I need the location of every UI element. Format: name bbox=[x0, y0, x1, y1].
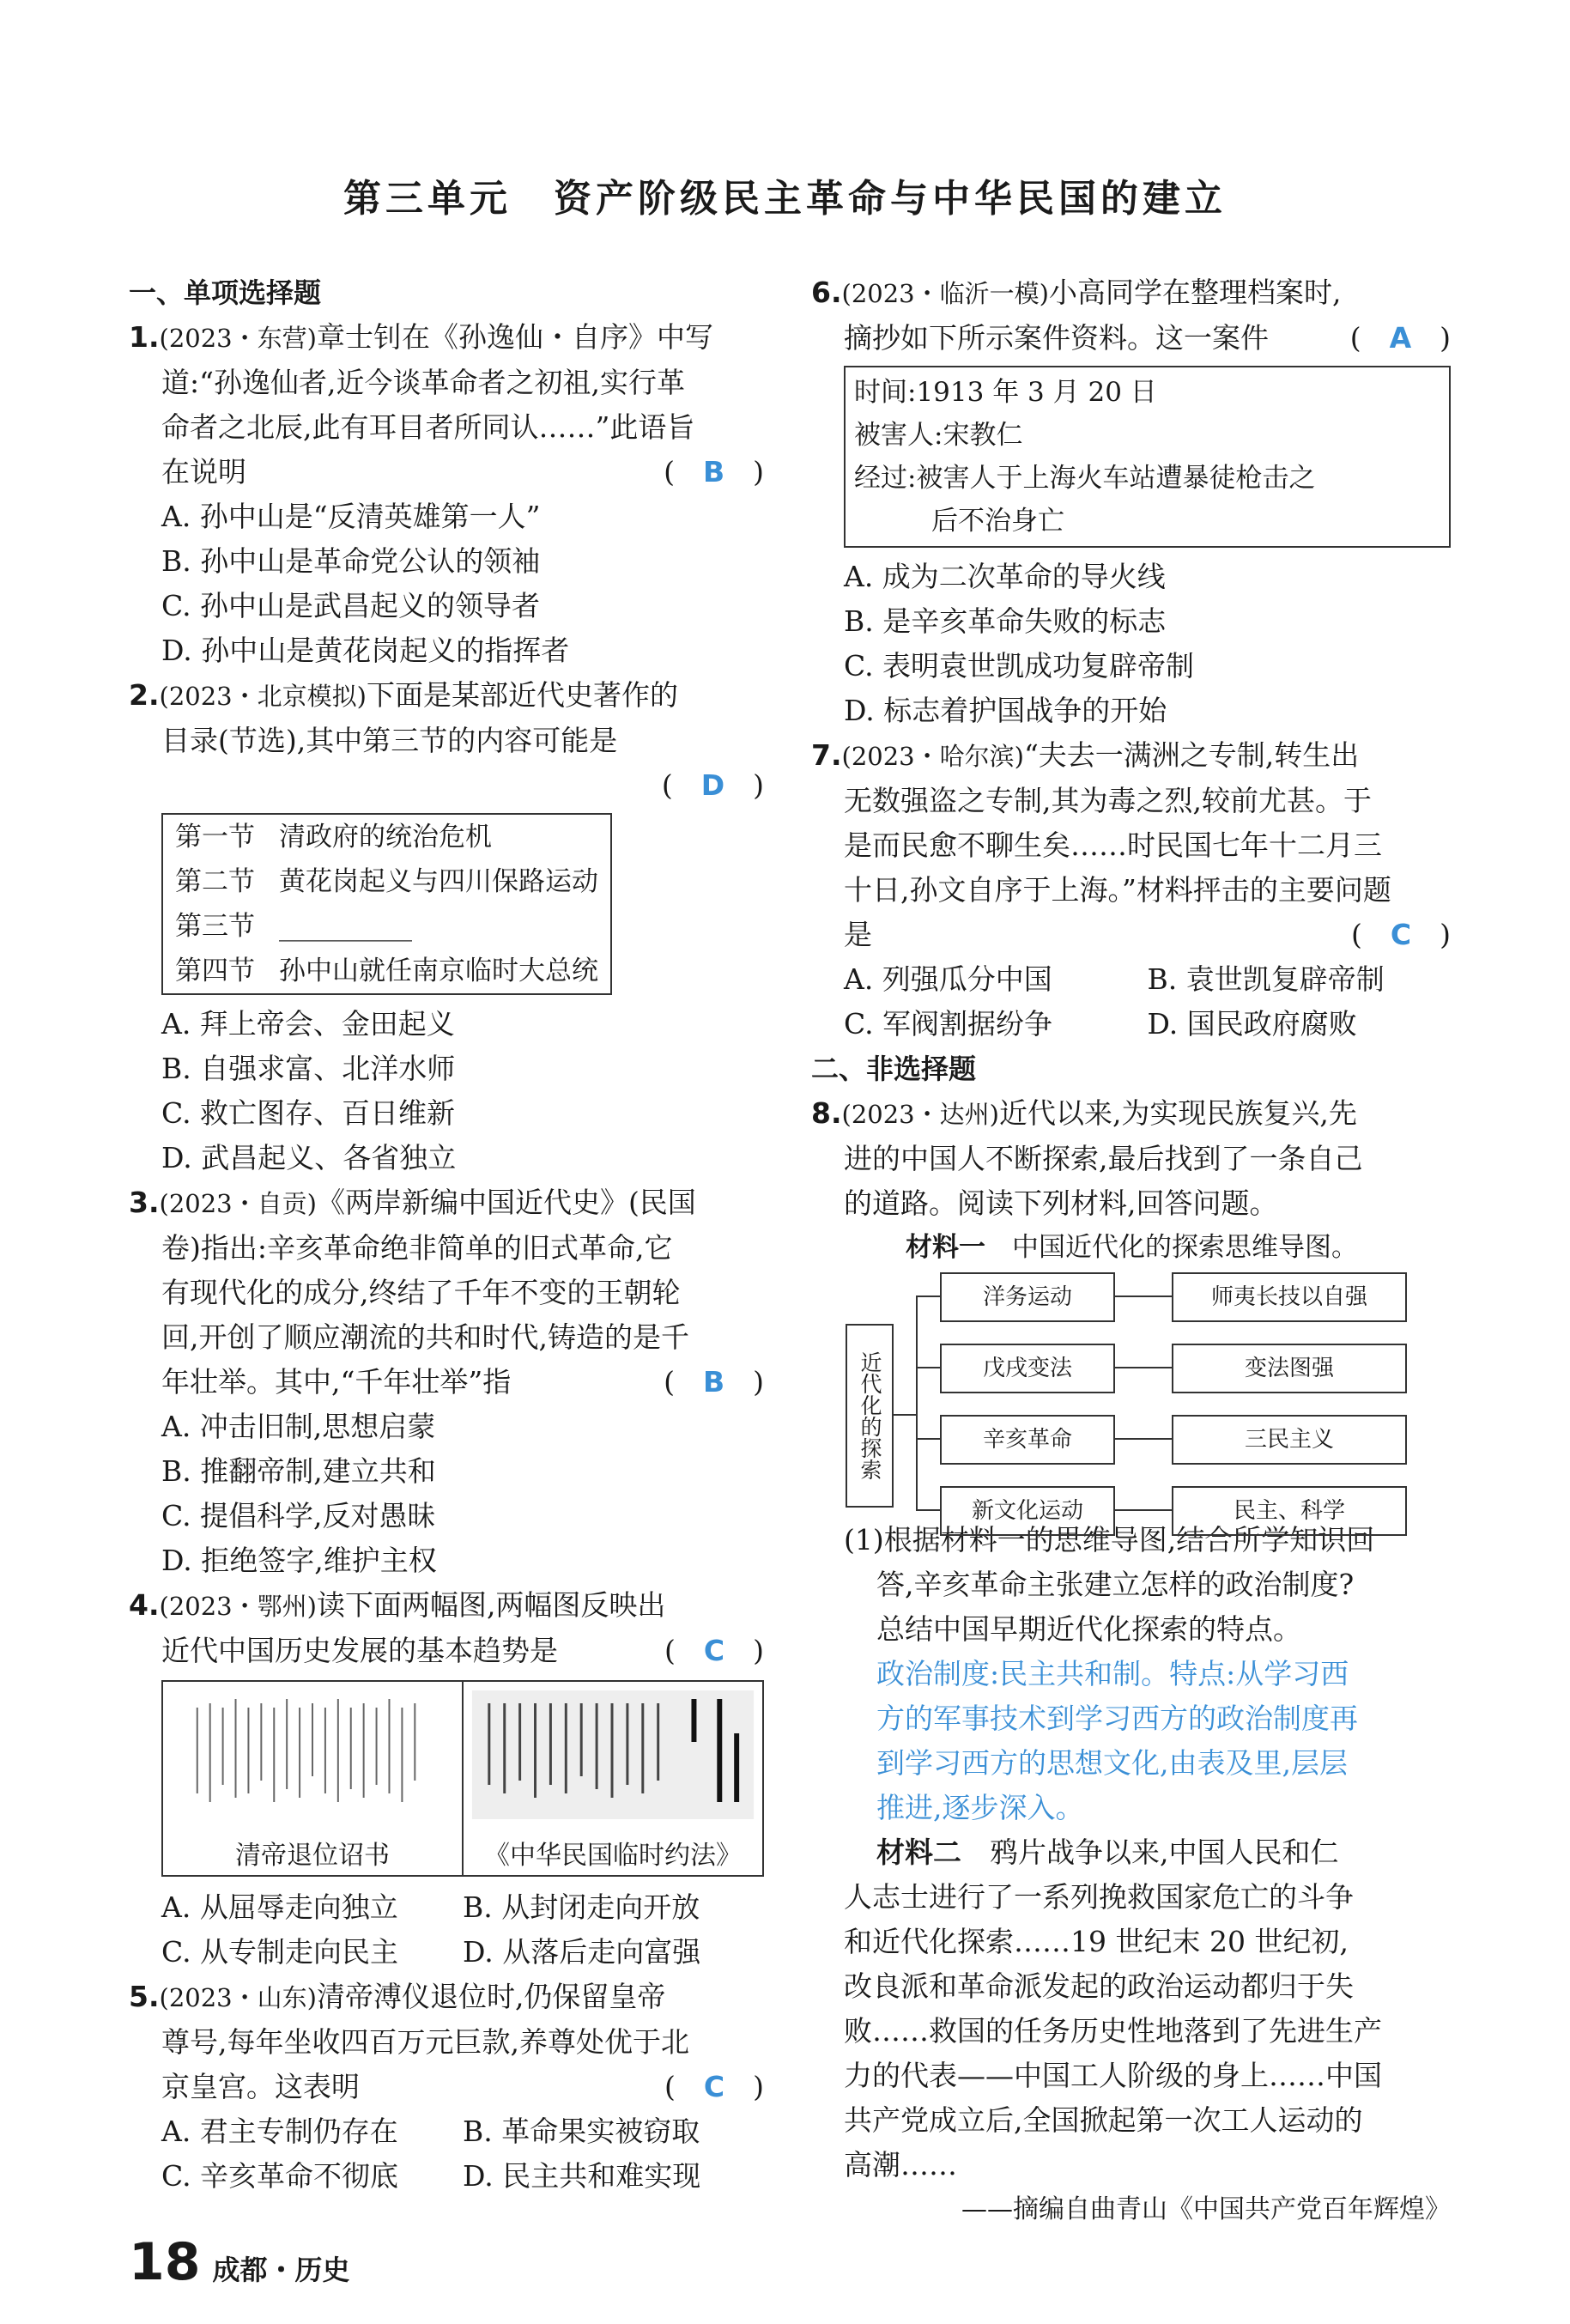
book-title: 成都・历史 bbox=[212, 2254, 350, 2286]
stem-line: 的道路。阅读下列材料,回答问题。 bbox=[844, 1186, 1278, 1220]
case-line: 后不治身亡 bbox=[931, 506, 1064, 537]
stem-line: 是 bbox=[844, 918, 872, 951]
question-number: 7. bbox=[811, 738, 842, 772]
option: B. 是辛亥革命失败的标志 bbox=[844, 604, 1167, 638]
material-line: 共产党成立后,全国掀起第一次工人运动的 bbox=[844, 2103, 1363, 2137]
option: A. 孙中山是“反清英雄第一人” bbox=[161, 500, 541, 533]
page-title: 第三单元 资产阶级民主革命与中华民国的建立 bbox=[343, 177, 1227, 221]
question-source: (2023・哈尔滨) bbox=[841, 742, 1024, 771]
mind-map-node: 新文化运动 bbox=[940, 1486, 1115, 1536]
stem-line: 京皇宫。这表明 bbox=[161, 2070, 360, 2103]
mind-map bbox=[846, 1272, 1451, 1524]
document-scan-icon bbox=[163, 1682, 462, 1828]
option: A. 君主专制仍存在 bbox=[161, 2115, 398, 2148]
option: C. 从专制走向民主 bbox=[161, 1935, 399, 1969]
page-footer bbox=[129, 2232, 350, 2292]
answer-mark: B bbox=[702, 455, 725, 488]
case-line: 经过:被害人于上海火车站遭暴徒枪击之 bbox=[854, 463, 1316, 494]
stem-line: 下面是某部近代史著作的 bbox=[366, 678, 678, 712]
stem-line: 卷)指出:辛亥革命绝非简单的旧式革命,它 bbox=[161, 1231, 673, 1265]
table-cell: 孙中山就任南京临时大总统 bbox=[279, 956, 598, 986]
question-number: 6. bbox=[811, 276, 842, 309]
material-line: 改良派和革命派发起的政治运动都归于失 bbox=[844, 1969, 1354, 2003]
question-source: (2023・临沂一模) bbox=[841, 279, 1049, 308]
option: A. 成为二次革命的导火线 bbox=[844, 560, 1166, 593]
sub-question-line: (1)根据材料一的思维导图,结合所学知识回 bbox=[844, 1523, 1375, 1556]
mind-map-node: 三民主义 bbox=[1172, 1415, 1407, 1465]
table-cell: 黄花岗起义与四川保路运动 bbox=[279, 866, 598, 897]
stem-line: 道:“孙逸仙者,近今谈革命者之初祖,实行革 bbox=[161, 366, 685, 399]
image-caption: 清帝退位诏书 bbox=[235, 1841, 390, 1871]
stem-line: 读下面两幅图,两幅图反映出 bbox=[316, 1588, 666, 1622]
answer-mark: C bbox=[703, 2070, 725, 2103]
material-label: 材料一 bbox=[906, 1232, 985, 1263]
mind-map-root: 近代化的探索 bbox=[846, 1324, 894, 1508]
stem-line: 尊号,每年坐收四百万元巨款,养尊处优于北 bbox=[161, 2025, 689, 2059]
option: A. 列强瓜分中国 bbox=[844, 962, 1052, 996]
material-text: 中国近代化的探索思维导图。 bbox=[1012, 1232, 1358, 1263]
question-number: 4. bbox=[129, 1588, 160, 1622]
left-column bbox=[129, 270, 764, 2199]
stem-line: 清帝溥仪退位时,仍保留皇帝 bbox=[316, 1980, 666, 2013]
option: C. 辛亥革命不彻底 bbox=[161, 2159, 399, 2193]
document-scan-icon bbox=[464, 1682, 762, 1828]
stem-line: 十日,孙文自序于上海。”材料抨击的主要问题 bbox=[844, 873, 1391, 907]
material-line: 人志士进行了一系列挽救国家危亡的斗争 bbox=[844, 1880, 1354, 1914]
option: C. 军阀割据纷争 bbox=[844, 1007, 1053, 1041]
case-record-box bbox=[844, 366, 1451, 548]
stem-line: 《两岸新编中国近代史》(民国 bbox=[316, 1186, 696, 1219]
stem-line: 进的中国人不断探索,最后找到了一条自己 bbox=[844, 1142, 1363, 1175]
option: B. 革命果实被窃取 bbox=[463, 2115, 700, 2148]
stem-line: 回,开创了顺应潮流的共和时代,铸造的是千 bbox=[161, 1320, 689, 1354]
material-line: 力的代表——中国工人阶级的身上……中国 bbox=[844, 2059, 1382, 2092]
question-8 bbox=[811, 1091, 1451, 2232]
question-5: 5.(2023・山东)清帝溥仪退位时,仍保留皇帝 尊号,每年坐收四百万元巨款,养尊处优于北 京皇宫。这表明 ( C ) A. 君主专制仍存在 B. 革命果实被窃取 C. 辛亥革命不彻底 D. 民主共和难实现 bbox=[129, 1975, 764, 2199]
option: D. 拒绝签字,维护主权 bbox=[161, 1544, 437, 1577]
stem-line: 有现代化的成分,终结了千年不变的王朝轮 bbox=[161, 1276, 681, 1309]
stem-line: 近代以来,为实现民族复兴,先 bbox=[998, 1096, 1357, 1130]
mind-map-node: 洋务运动 bbox=[940, 1272, 1115, 1322]
question-number: 1. bbox=[129, 320, 160, 354]
case-line: 时间:1913 年 3 月 20 日 bbox=[854, 377, 1157, 408]
stem-line: 年壮举。其中,“千年壮举”指 bbox=[161, 1365, 512, 1399]
option: A. 从屈辱走向独立 bbox=[161, 1890, 398, 1924]
question-number: 2. bbox=[129, 678, 160, 712]
table-row bbox=[162, 859, 611, 904]
question-4: 4.(2023・鄂州)读下面两幅图,两幅图反映出 近代中国历史发展的基本趋势是 ( C ) 清帝退位诏书 《中华民国临时约法》 A. 从屈辱走向独立 B. 从封闭走向开放 C. 从专制走向民主 D. 从落后走向富强 bbox=[129, 1583, 764, 1975]
image-caption: 《中华民国临时约法》 bbox=[484, 1841, 742, 1871]
stem-line: 章士钊在《孙逸仙・自序》中写 bbox=[316, 320, 713, 354]
material-label: 材料二 bbox=[876, 1836, 961, 1869]
table-cell: 第三节 bbox=[175, 911, 255, 942]
answer-mark: A bbox=[1389, 321, 1412, 355]
material-line: 鸦片战争以来,中国人民和仁 bbox=[990, 1836, 1339, 1869]
table-row bbox=[162, 814, 611, 859]
material-line: 败……救国的任务历史性地落到了先进生产 bbox=[844, 2014, 1382, 2048]
question-source: (2023・达州) bbox=[841, 1100, 999, 1129]
answer-mark: C bbox=[1390, 918, 1412, 951]
sub-question-line: 答,辛亥革命主张建立怎样的政治制度? bbox=[876, 1568, 1355, 1601]
option: A. 拜上帝会、金田起义 bbox=[161, 1007, 455, 1041]
stem-line: 摘抄如下所示案件资料。这一案件 bbox=[844, 321, 1269, 355]
case-line: 被害人:宋教仁 bbox=[854, 420, 1023, 451]
option: C. 孙中山是武昌起义的领导者 bbox=[161, 589, 541, 622]
question-number: 8. bbox=[811, 1096, 842, 1130]
answer-mark: D bbox=[700, 768, 725, 802]
material-source: ——摘编自曲青山《中国共产党百年辉煌》 bbox=[961, 2194, 1451, 2224]
stem-line: 近代中国历史发展的基本趋势是 bbox=[161, 1634, 558, 1667]
stem-line: 小高同学在整理档案时, bbox=[1048, 276, 1342, 309]
question-source: (2023・自贡) bbox=[159, 1189, 317, 1218]
question-number: 5. bbox=[129, 1980, 160, 2013]
option: B. 从封闭走向开放 bbox=[463, 1890, 700, 1924]
question-source: (2023・鄂州) bbox=[159, 1592, 317, 1621]
sub-question-line: 总结中国早期近代化探索的特点。 bbox=[876, 1612, 1301, 1646]
question-source: (2023・山东) bbox=[159, 1983, 317, 2012]
mind-map-node: 辛亥革命 bbox=[940, 1415, 1115, 1465]
question-2: 2.(2023・北京模拟)下面是某部近代史著作的 目录(节选),其中第三节的内容可能是 ( D ) 第一节 清政府的统治危机 第二节 黄花岗起义与四川保路运动 第三节 __________ 第四节 孙中山就任南京临时大总统 A. 拜上帝会、金田起义 B. 自强求富、北洋水师 C. 救亡图存、百日维新 D. 武昌起义、各省独立 bbox=[129, 673, 764, 1180]
option: D. 武昌起义、各省独立 bbox=[161, 1141, 457, 1174]
table-cell: 清政府的统治危机 bbox=[279, 822, 492, 853]
mind-map-node: 民主、科学 bbox=[1172, 1486, 1407, 1536]
option: D. 孙中山是黄花岗起义的指挥者 bbox=[161, 634, 570, 667]
option: B. 推翻帝制,建立共和 bbox=[161, 1454, 436, 1488]
stem-line: 是而民愈不聊生矣……时民国七年十二月三 bbox=[844, 828, 1382, 862]
section-heading: 一、单项选择题 bbox=[129, 276, 322, 309]
option: A. 冲击旧制,思想启蒙 bbox=[161, 1410, 436, 1443]
question-source: (2023・东营) bbox=[159, 324, 317, 353]
question-6: 6.(2023・临沂一模)小高同学在整理档案时, 摘抄如下所示案件资料。这一案件 ( A ) 时间:1913 年 3 月 20 日 被害人:宋教仁 经过:被害人于上海火车站遭暴徒枪击之 后不治身亡 A. 成为二次革命的导火线 B. 是辛亥革命失败的标志 C. 表明袁世凯成功复辟帝制 D. 标志着护国战争的开始 bbox=[811, 270, 1451, 733]
stem-line: “夫去一满洲之专制,转生出 bbox=[1023, 738, 1360, 772]
table-cell: 第二节 bbox=[175, 866, 255, 897]
answer-line: 方的军事技术到学习西方的政治制度再 bbox=[876, 1702, 1358, 1735]
table-cell: 第四节 bbox=[175, 956, 255, 986]
option: B. 孙中山是革命党公认的领袖 bbox=[161, 544, 541, 578]
page-number: 18 bbox=[129, 2232, 201, 2292]
stem-line: 目录(节选),其中第三节的内容可能是 bbox=[161, 724, 618, 757]
provisional-constitution-image bbox=[462, 1682, 762, 1875]
option: D. 民主共和难实现 bbox=[463, 2159, 701, 2193]
option: B. 自强求富、北洋水师 bbox=[161, 1052, 456, 1085]
mind-map-node: 变法图强 bbox=[1172, 1344, 1407, 1393]
section-heading: 二、非选择题 bbox=[811, 1053, 977, 1085]
option: C. 提倡科学,反对愚昧 bbox=[161, 1499, 436, 1532]
contents-table bbox=[161, 813, 612, 995]
material-line: 和近代化探索……19 世纪末 20 世纪初, bbox=[844, 1925, 1349, 1958]
option: C. 救亡图存、百日维新 bbox=[161, 1096, 456, 1130]
stem-line: 无数强盗之专制,其为毒之烈,较前尤甚。于 bbox=[844, 784, 1372, 817]
answer-line: 到学习西方的思想文化,由表及里,层层 bbox=[876, 1746, 1348, 1780]
question-3: 3.(2023・自贡)《两岸新编中国近代史》(民国 卷)指出:辛亥革命绝非简单的旧式革命,它 有现代化的成分,终结了千年不变的王朝轮 回,开创了顺应潮流的共和时代,铸造的是千 年壮举。其中,“千年壮举”指 ( B ) A. 冲击旧制,思想启蒙 B. 推翻帝制,建立共和 C. 提倡科学,反对愚昧 D. 拒绝签字,维护主权 bbox=[129, 1180, 764, 1583]
answer-mark: C bbox=[703, 1634, 725, 1667]
table-cell: 第一节 bbox=[175, 822, 255, 853]
answer-mark: B bbox=[702, 1365, 725, 1399]
answer-line: 推进,逐步深入。 bbox=[876, 1791, 1084, 1824]
option: D. 国民政府腐败 bbox=[1147, 1007, 1357, 1041]
question-7: 7.(2023・哈尔滨)“夫去一满洲之专制,转生出 无数强盗之专制,其为毒之烈,较前尤甚。于 是而民愈不聊生矣……时民国七年十二月三 十日,孙文自序于上海。”材料抨击的主要问题 是 ( C ) A. 列强瓜分中国 B. 袁世凯复辟帝制 C. 军阀割据纷争 D. 国民政府腐败 bbox=[811, 733, 1451, 1047]
question-source: (2023・北京模拟) bbox=[159, 682, 367, 711]
abdication-edict-image bbox=[163, 1682, 462, 1875]
table-row bbox=[162, 949, 611, 994]
mind-map-node: 戊戌变法 bbox=[940, 1344, 1115, 1393]
question-number: 3. bbox=[129, 1186, 160, 1219]
option: D. 从落后走向富强 bbox=[463, 1935, 701, 1969]
option: D. 标志着护国战争的开始 bbox=[844, 694, 1167, 727]
image-pair bbox=[161, 1680, 764, 1877]
option: C. 表明袁世凯成功复辟帝制 bbox=[844, 649, 1195, 683]
answer-line: 政治制度:民主共和制。特点:从学习西 bbox=[876, 1657, 1349, 1690]
table-cell: __________ bbox=[279, 911, 412, 942]
stem-line: 在说明 bbox=[161, 455, 246, 488]
material-line: 高潮…… bbox=[844, 2148, 957, 2181]
mind-map-node: 师夷长技以自强 bbox=[1172, 1272, 1407, 1322]
question-1: 1.(2023・东营)章士钊在《孙逸仙・自序》中写 道:“孙逸仙者,近今谈革命者之初祖,实行革 命者之北辰,此有耳目者所同认……”此语旨 在说明 ( B ) A. 孙中山是“反清英雄第一人” B. 孙中山是革命党公认的领袖 C. 孙中山是武昌起义的领导者 D. 孙中山是黄花岗起义的指挥者 bbox=[129, 315, 764, 673]
option: B. 袁世凯复辟帝制 bbox=[1147, 962, 1385, 996]
right-column bbox=[811, 270, 1451, 2232]
table-row bbox=[162, 904, 611, 949]
stem-line: 命者之北辰,此有耳目者所同认……”此语旨 bbox=[161, 410, 695, 444]
